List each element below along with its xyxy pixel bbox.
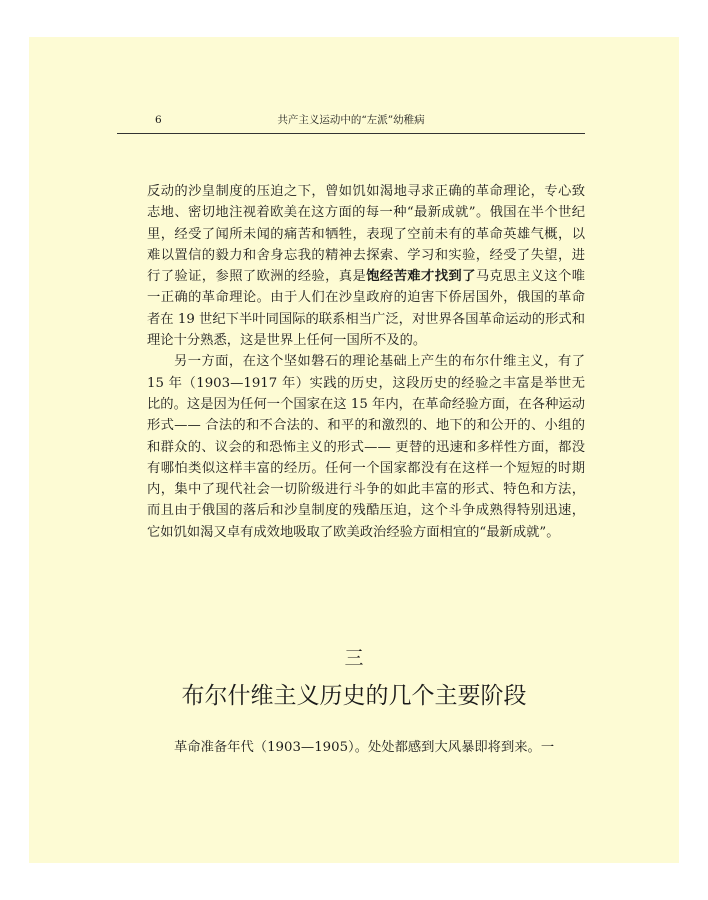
page-header <box>117 112 585 134</box>
page-number: 6 <box>155 114 162 126</box>
body-text <box>147 181 585 543</box>
paragraph-1-text-end: 马克思主义这个唯一正确的革命理论。由于人们在沙皇政府的迫害下侨居国外，俄国的革命者在 19 世纪下半叶同国际的联系相当广泛，对世界各国革命运动的形式和理论十分熟悉，这是世界上任何一国所不及的。 <box>147 269 586 349</box>
paragraph-2: 另一方面，在这个坚如磐石的理论基础上产生的布尔什维主义，有了 15 年（1903—1917 年）实践的历史，这段历史的经验之丰富是举世无比的。这是因为任何一个国家在这 15 年内，在革命经验方面，在各种运动形式—— 合法的和不合法的、和平的和激烈的、地下的和公开的、小组的和群众的、议会的和恐怖主义的形式—— 更替的迅速和多样性方面，都没有哪怕类似这样丰富的经历。任何一个国家都没有在这样一个短短的时期内，集中了现代社会一切阶级进行斗争的如此丰富的形式、特色和方法，而且由于俄国的落后和沙皇制度的残酷压迫，这个斗争成熟得特别迅速，它如饥如渴又卓有成效地吸取了欧美政治经验方面相宜的“最新成就”。 <box>147 354 585 540</box>
paragraph-1 <box>147 181 585 351</box>
section-lead <box>147 737 585 758</box>
section-lead-paragraph: 革命准备年代（1903—1905）。处处都感到大风暴即将到来。一 <box>174 740 555 755</box>
section-number: 三 <box>344 647 364 669</box>
bold-emphasis: 饱经苦难才找到了 <box>366 269 476 285</box>
paragraph-1-text-start: 反动的沙皇制度的压迫之下，曾如饥如渴地寻求正确的革命理论，专心致志地、密切地注视着欧美在这方面的每一种“最新成就”。俄国在半个世纪里，经受了闻所未闻的痛苦和牺牲，表现了空前未有的革命英雄气概，以难以置信的毅力和舍身忘我的精神去探索、学习和实验，经受了失望，进行了验证，参照了欧洲的经验，真是 <box>147 184 585 285</box>
running-title: 共产主义运动中的“左派”幼稚病 <box>277 114 425 126</box>
section-title: 布尔什维主义历史的几个主要阶段 <box>181 683 527 709</box>
